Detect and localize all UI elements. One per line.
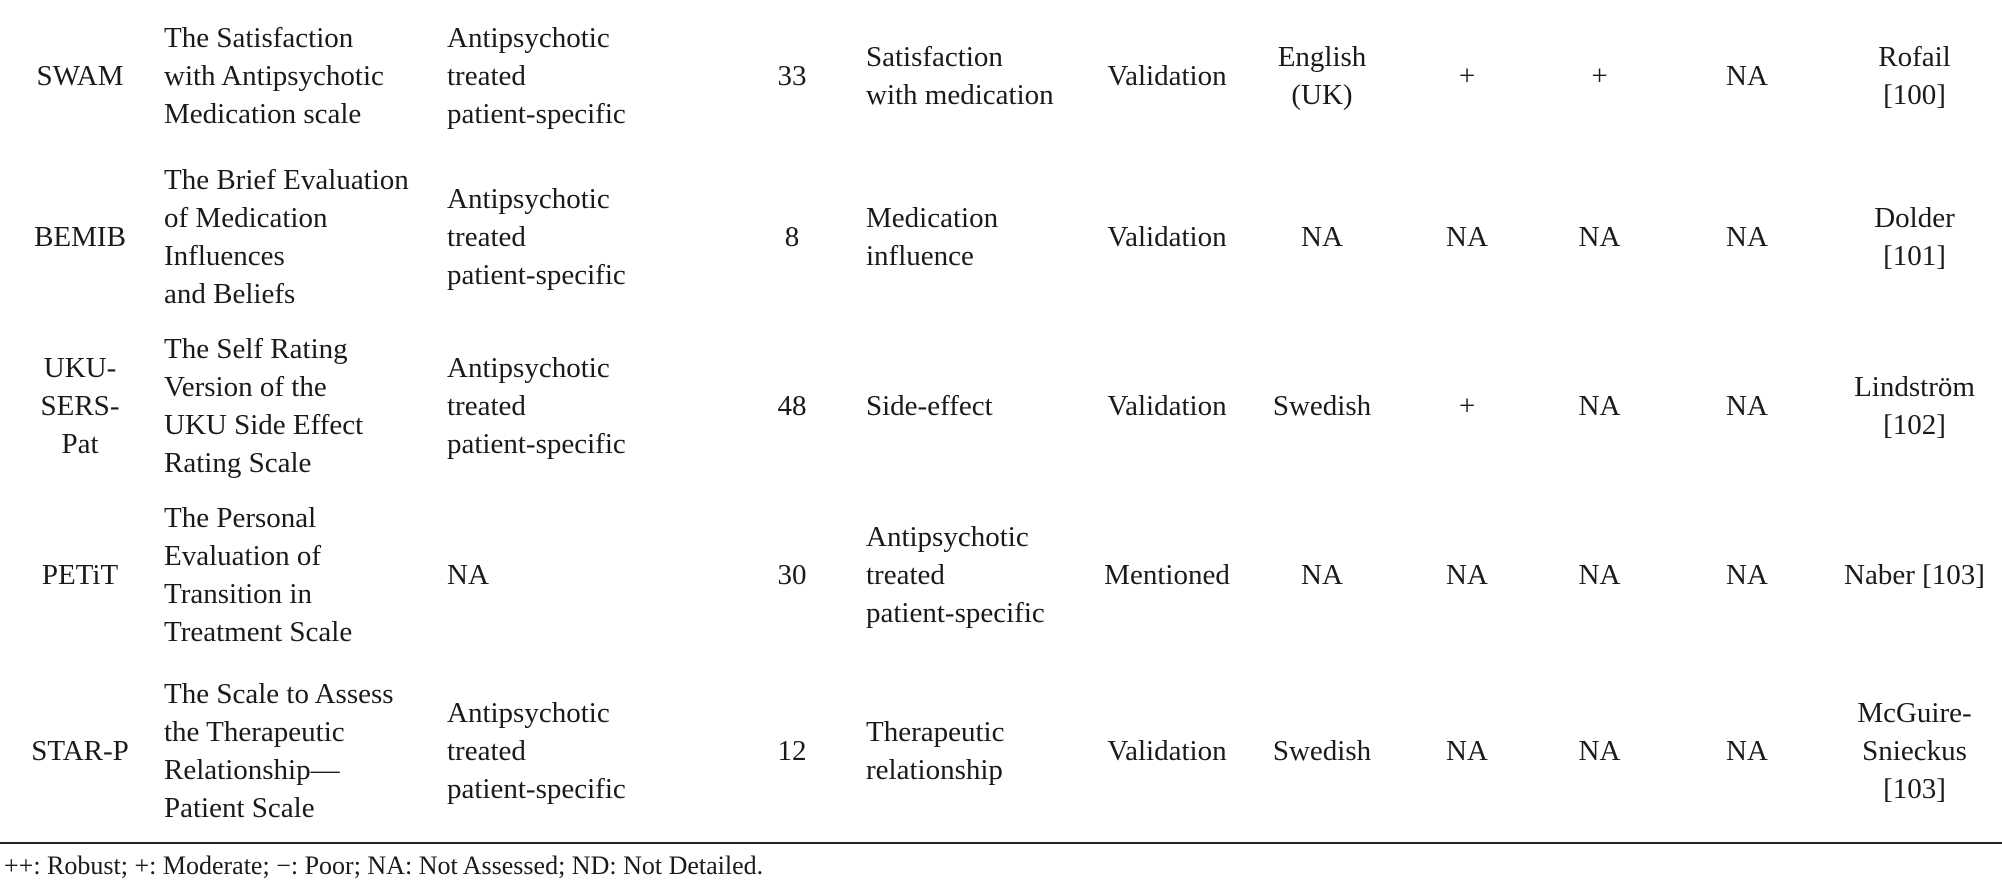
language-cell: Swedish [1242, 659, 1402, 843]
property-3-cell: NA [1667, 659, 1827, 843]
language-cell: English (UK) [1277, 41, 1367, 111]
abbreviation-cell: STAR-P [0, 659, 160, 843]
status-cell: Validation [1107, 389, 1227, 422]
status-cell: Validation [1092, 659, 1242, 843]
abbreviation-cell: PETiT [41, 558, 119, 591]
property-2-cell: NA [1578, 389, 1621, 422]
language-cell: Swedish [1272, 389, 1372, 422]
table-row [0, 0, 2002, 152]
item-count-cell: 33 [777, 60, 807, 92]
domain-cell: Therapeutic relationship [862, 659, 1092, 843]
reference-cell: Dolder [101] [1874, 201, 1955, 272]
instrument-name-cell: The Self Rating Version of the UKU Side Effect Rating Scale [164, 332, 364, 479]
table-row [0, 490, 2002, 659]
property-3-cell: NA [1726, 389, 1768, 422]
property-3-cell: NA [1726, 558, 1768, 591]
domain-cell: Satisfaction with medication [866, 41, 1054, 111]
property-2-cell: NA [1578, 220, 1621, 253]
property-1-cell: NA [1446, 220, 1488, 253]
table-footnote: ++: Robust; +: Moderate; −: Poor; NA: Not Assessed; ND: Not Detailed. [4, 851, 764, 880]
property-3-cell: NA [1726, 60, 1768, 92]
population-cell: Antipsychotic treated patient-specific [447, 351, 626, 460]
population-cell: NA [447, 558, 489, 591]
item-count-cell: 8 [784, 220, 800, 253]
population-cell: Antipsychotic treated patient-specific [447, 182, 626, 291]
property-2-cell: NA [1532, 659, 1667, 843]
reference-cell: Rofail [100] [1878, 41, 1951, 111]
instrument-name-cell: The Personal Evaluation of Transition in Treatment Scale [164, 501, 353, 648]
status-cell: Validation [1107, 220, 1227, 253]
property-2-cell: + [1591, 60, 1608, 92]
item-count-cell: 30 [777, 558, 807, 591]
property-1-cell: NA [1446, 558, 1488, 591]
instrument-name-cell: The Satisfaction with Antipsychotic Medication scale [164, 22, 384, 130]
language-cell: NA [1301, 558, 1343, 591]
abbreviation-cell: UKU- SERS- Pat [40, 351, 120, 460]
table-row [0, 321, 2002, 490]
population-cell: Antipsychotic treated patient-specific [447, 22, 626, 130]
domain-cell: Medication influence [866, 201, 999, 272]
abbreviation-cell: BEMIB [34, 220, 126, 253]
property-2-cell: NA [1578, 558, 1621, 591]
reference-cell: Lindström [102] [1854, 370, 1975, 441]
table-row [0, 152, 2002, 321]
property-3-cell: NA [1726, 220, 1768, 253]
instrument-name-cell: The Brief Evaluation of Medication Influences and Beliefs [164, 163, 409, 310]
instrument-name-cell: The Scale to Assess the Therapeutic Relationship— Patient Scale [160, 659, 447, 843]
reference-cell: Naber [103] [1844, 558, 1985, 591]
property-1-cell: NA [1402, 659, 1532, 843]
property-1-cell: + [1458, 389, 1476, 422]
abbreviation-cell: SWAM [36, 60, 124, 92]
table-row [0, 659, 2002, 843]
status-cell: Validation [1107, 60, 1227, 92]
population-cell: Antipsychotic treated patient-specific [447, 659, 722, 843]
item-count-cell: 12 [722, 659, 862, 843]
domain-cell: Antipsychotic treated patient-specific [866, 520, 1045, 629]
status-cell: Mentioned [1104, 558, 1230, 591]
property-1-cell: + [1458, 60, 1476, 92]
language-cell: NA [1301, 220, 1343, 253]
domain-cell: Side-effect [866, 389, 993, 422]
item-count-cell: 48 [777, 389, 807, 422]
reference-cell: McGuire- Snieckus [103] [1827, 659, 2002, 843]
